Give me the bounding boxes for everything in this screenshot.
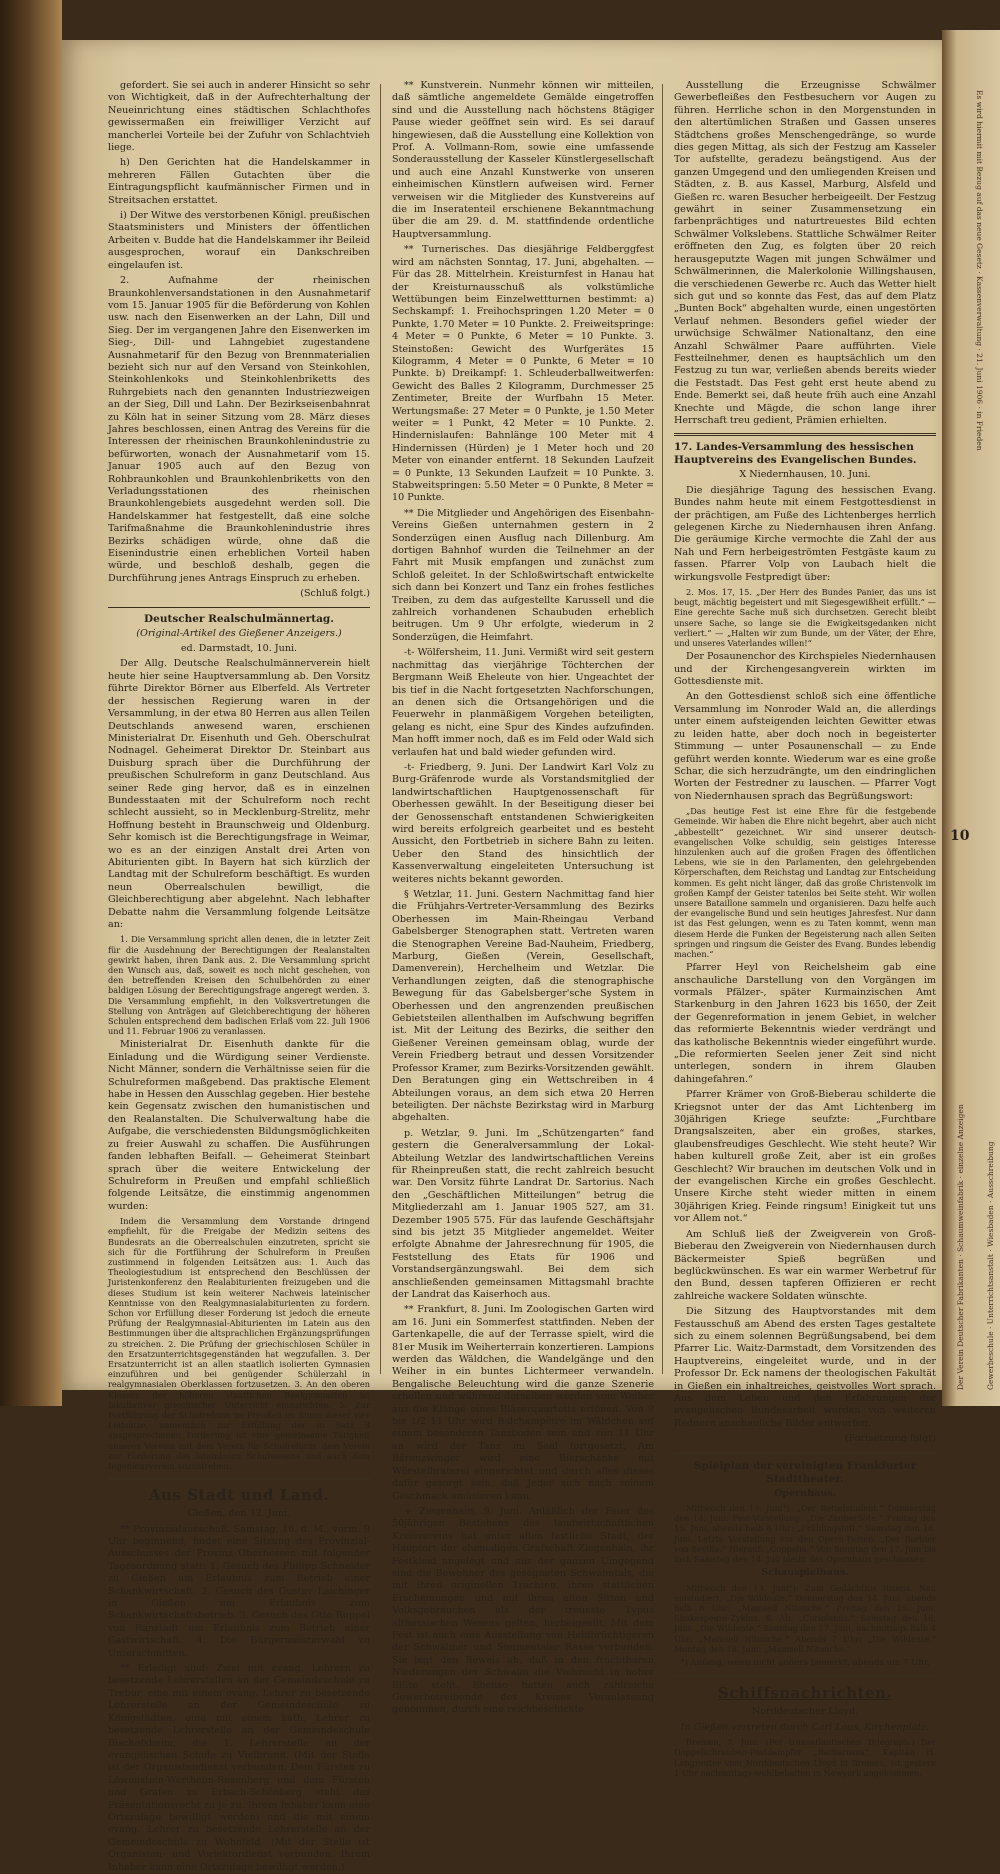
article-paragraph: An den Gottesdienst schloß sich eine öffentliche Versammlung im Nonroder Wald an, die allerdings unter einem aufsteigenden leichten Gewitter etwas zu leiden hatte, aber doch noch in begeisterter Stimmung — unter Posaunenschall — zu Ende geführt werden konnte. Wiederum war es eine große Schar, die sich herzudrängte, um den eindringlichen Worten der Festredner zu lauschen. — Pfarrer Vogt von Niedernhausen sprach das Begrüßungswort:: [674, 691, 936, 802]
article-paragraph: -t- Friedberg, 9. Juni. Der Landwirt Karl Volz zu Burg-Gräfenrode wurde als Vorstandsmitglied der landwirtschaftlichen Hauptgenossenschaft für Oberhessen gewählt. In der Beseitigung dieser bei der Genossenschaft entstandenen Schwierigkeiten wird bereits erfolgreich gearbeitet und es besteht Aussicht, den Fortbetrieb in sichere Bahn zu leiten. Ueber den Stand des hinsichtlich der Kassenverwaltung eingeleiteten Untersuchung ist weiteres nichts bekannt geworden.: [392, 761, 654, 885]
article-paragraph: ** Provinzialausschuß. Samstag, 16. d. M., vorm. 9 Uhr beginnend, findet eine Sitzung des Provinzial-Ausschusses der Provinz Oberhessen mit folgender Tagesordnung statt: 1. Gesuch des Philipp Schneider zu Gießen um Erlaubnis zum Betrieb einer Schankwirtschaft. 2. Gesuch des Gustav Laichinger in Gießen um Erlaubnis zum Schankwirtschaftsbetrieb. 3. Gesuch des Otto Ruppel von Ranstadt um Erlaubnis zum Betrieb einer Gastwirtschaft. 4. Die Bürgermeisterwahl zu Unterschmitten.: [108, 1523, 370, 1659]
subhead-lloyd: Norddeutscher Lloyd.: [751, 1706, 859, 1718]
continued-note: (Fortsetzung folgt): [844, 1433, 936, 1445]
column-rule: [380, 84, 381, 1374]
article-paragraph: Pfarrer Krämer von Groß-Bieberau schilderte die Kriegsnot unter der das Amt Lichtenberg im 30jährigen Kriege seufzte: „Furchtbare Drangsalszeiten, aber ein großes, starkes, glaubensfreudiges Geschlecht. Wie steht heute? Wir haben kulturell große Zeit, aber ist ein großes Geschlecht? Wir brauchen im deutschen Volk und in der evangelischen Kirche ein großes Geschlecht. Unsere Kirche steht wieder mitten in einem 30jährigen Krieg. Feinde ringsum! Einigkeit tut uns vor Allem not.“: [674, 1089, 936, 1225]
article-paragraph: Indem die Versammlung dem Vorstande dringend empfiehlt, für die Freigabe der Medizin seitens des Bundesrats an die Oberrealschulen einzutreten, spricht sie sich für die Fortführung der Schulreform in Preußen zustimmend in folgenden Leitsätzen aus: 1. Auch das Theologiestudium ist entsprechend den Beschlüssen der Juristenkonferenz den Realabiturienten freizugeben und die dieses Studium ist kein weiterer Nachweis lateinischer Kenntnisse von den Realgymnasialabiturienten zu fordern. Schon vor Erfüllung dieser Forderung ist jedoch die erneute Prüfung der Realgymnasial-Abiturienten im Latein aus den Bestimmungen über die altsprachlichen Ergänzungsprüfungen zu streichen. 2. Die Prüfung der griechischlosen Schüler in den Ersatzunterrichtsgegenständen hat wegzufallen. 3. Der Ersatzunterricht ist an allen staatlich isolierten Gymnasien einzuführen und bei genügender Schülerzahl in realgymnasialen Oberklassen fortzusetzen. 3. An den oberen Klassen der höheren staatlichen Realgymnasien ist fakultativer griechischer Unterricht einzurichten. 5. Zur Fortführung der Schulreform im Preußen im Sinne dieser vier Leitsätze, namentlich zur Erfüllung der in Satz 3 ausgesprochenen Forderung ist eine gemeinsame Tätigkeit unseres Vereins mit dem Verein für Schulreform, dem Verein zur Förderung des lateinlosen Schulwesens und auch dem Ingenieurverein anzustreben.: [108, 1216, 370, 1471]
divider: [108, 1477, 370, 1480]
article-paragraph: -t- Wölfersheim, 11. Juni. Vermißt wird seit gestern nachmittag das vierjährige Töchterchen der Bergmann Weiß Eheleute von hier. Ungeachtet der bis tief in die Nacht fortgesetzten Nachforschungen, an denen sich die Ortsangehörigen und die Feuerwehr in planmäßigem Vorgehen beteiligten, gelang es nicht, eine Spur des Kindes aufzufinden. Man hofft immer noch, daß es im Feld oder Wald sich verlaufen hat und bald wieder gefunden wird.: [392, 647, 654, 758]
subhead-opernhaus: Opernhaus.: [773, 1487, 837, 1499]
schedule-theatre: Mittwoch den 13. Juni*): Zum Gedächtnis Ibsens. Neu einstudiert: „Die Wildente.“ Donnerstag den 14. Juni, abends halb 8 Uhr: „Mamsell Nitouche.“ Freitag den 15. Juni: Shakespeare-Zyklus. 8. Ab. „Coriolanus.“ Samstag den 16. Juni: „Die Wildente.“ Sonntag den 17. Juni, nachmittags halb 4 Uhr: „Mamsell Nitouche.“ Abends 7 Uhr: „Die Wildente.“ Montag den 18. Juni: „Mamsell Nitouche.“: [674, 1582, 936, 1654]
article-paragraph: ** Frankfurt, 8. Juni. Im Zoologischen Garten wird am 16. Juni ein Sommerfest stattfinden. Neben der Gartenkapelle, die auf der Terrasse spielt, wird die 81er Musik im Weiherterrain konzertieren. Lampions werden das Wäldchen, die Wandelgänge und den Weiher in ein buntes Lichtermeer verwandeln. Bengalische Beleuchtung wird die ganze Szenerie erhellen und während derselben werden vom Weiher aus die Klänge eines Bläserquartetts ertönen. Von 9 bis 1/2 11 Uhr wird Balchampêtre im Wäldchen auf einem besonderen Tanzboden sein und von 11 Uhr an wird der Tanz im Saal fortgesetzt. Am Bärenzwinger wird eine Bierschänke mit Würstelbraterei eingerichtet und durch alles dieses dafür gesorgt sein, daß Jeder sich nach seinem Geschmack amüsieren kann.: [392, 1304, 654, 1502]
article-paragraph: Ausstellung die Erzeugnisse Schwälmer Gewerbefleißes den Festbesuchern vor Augen zu führen. Herrliche schon in den Morgenstunden in den altertümlichen Straßen und Gassen unseres Städtchens großes Menschengedränge, so wurde dies gegen Mittag, als sich der Festzug am Kasseler Tor aufstellte, geradezu beängstigend. Aus der ganzen Umgegend und den umliegenden Kreisen und Städten, z. B. aus Kassel, Marburg, Alsfeld und Gießen rc. waren Besucher herbeigeeilt. Der Festzug gewährt in seiner Zusammensetzung ein farbenprächtiges und naturtreuestes Bild echten Schwälmer Volkslebens. Stattliche Schwälmer Reiter eröffneten den Zug, es folgten über 20 reich herausgeputzte Wagen mit jungen Schwälmer und Schwälmerinnen, die Malerkolonie Willingshausen, die verschiedenen Gewerbe rc. Auch das Wetter hielt sich gut und so konnte das Fest, das auf dem Platz „Bunten Bock“ abgehalten wurde, einen ungestörten Verlauf nehmen. Besonders gefiel wieder der urwüchsige Schwälmer Nationaltanz, den eine Anzahl Schwälmer Paare aufführten. Viele Festteilnehmer, denen es hauptsächlich um den Festzug zu tun war, verließen abends bereits wieder die Feststadt. Das Fest geht erst heute abend zu Ende. Bemerkt sei, daß heute früh auch eine Anzahl Knechte und Mägde, die schon lange ihrer Herrschaft treu gedient, Prämien erhielten.: [674, 80, 936, 426]
dateline: ed. Darmstadt, 10. Juni.: [180, 643, 298, 655]
footnote: *) Anfang, wenn nicht anders bemerkt, abends um 7 Uhr.: [680, 1658, 930, 1669]
article-paragraph: gefordert. Sie sei auch in anderer Hinsicht so sehr von Wichtigkeit, daß in der Aufrechterhaltung der Neueinrichtung eines städtischen Schlachthofes gewissermaßen ein freiwilliger Verzicht auf mancherlei Vorteile bei der Zufuhr von Schlachtvieh liege.: [108, 80, 370, 154]
quotation: 2. Mos. 17, 15. „Der Herr des Bundes Panier, das uns ist beugt, mächtig begeistert und mit Siegesgewißheit erfüllt.“ — Eine gerechte Sache muß sich durchsetzen. Gerecht bleibt unsere Sache, so lange sie die Ewigkeitsgedanken nicht verliert.“ — „Halten wir zum Bunde, um der Väter, der Ehre, und unseres Vaterlandes willen!“: [674, 587, 936, 649]
book-binding: [0, 0, 62, 1406]
headline-landes-versammlung: 17. Landes-Versammlung des hessischen Hauptvereins des Evangelischen Bundes.: [674, 441, 917, 467]
article-paragraph: ** Turnerisches. Das diesjährige Feldberggfest wird am nächsten Sonntag, 17. Juni, abgehalten. — Für das 28. Mittelrhein. Kreisturnfest in Hanau hat der Kreisturnausschuß als volkstümliche Wettübungen beim Einzelwettturnen bestimmt: a) Sechskampf: 1. Freihochspringen 1.20 Meter = 0 Punkte, 1.70 Meter = 10 Punkte. 2. Freiweitspringe: 4 Meter = 0 Punkte, 6 Meter = 10 Punkte. 3. Steinstoßen: Gewicht des Wurfgerätes 15 Kilogramm, 4 Meter = 0 Punkte, 6 Meter = 10 Punkte. b) Dreikampf: 1. Schleuderballweitwerfen: Gewicht des Balles 2 Kilogramm, Durchmesser 25 Zentimeter, Breite der Wurfbahn 15 Meter. Wertungsmaße: 27 Meter = 0 Punkte, je 1.50 Meter weiter = 1 Punkt, 42 Meter = 10 Punkte. 2. Hindernislaufen: Bahnlänge 100 Meter mit 4 Hindernissen (Hürden) je 1 Meter hoch und 20 Meter von einander entfernt. 18 Sekunden Laufzeit = 0 Punkte, 13 Sekunden Laufzeit = 10 Punkte. 3. Stabweitspringen: 5.50 Meter = 0 Punkte, 8 Meter = 10 Punkte.: [392, 244, 654, 504]
article-paragraph: ** Kunstverein. Nunmehr können wir mitteilen, daß sämtliche angemeldete Gemälde eingetroffen sind und die Ausstellung nach höchstens 8tägiger Pause wieder geöffnet sein wird. Es sei darauf hingewiesen, daß die Ausstellung eine Kollektion von Prof. A. Vollmann-Rom, sowie eine umfassende Sonderausstellung der Kasseler Künstlergesellschaft und auch eine Anzahl Kunstwerke von unseren einheimischen Künstlern aufweisen wird. Ferner verweisen wir die Mitglieder des Kunstvereins auf die im Inseratenteil erschienene Bekanntmachung über die am 29. d. M. stattfindende ordentliche Hauptversammlung.: [392, 80, 654, 240]
divider: [674, 1452, 936, 1455]
article-source: (Original-Artikel des Gießener Anzeigers.): [136, 627, 342, 639]
column-middle: [392, 80, 654, 1716]
section-title-schiffsnachrichten: Schiffsnachrichten.: [717, 1684, 893, 1703]
article-paragraph: Am Schluß ließ der Zweigverein von Groß-Bieberau den Zweigverein von Niedernhausen durch Bäckermeister Spieß begrüßen und beglückwünschen. Es war ein warmer Werbetruf für den Bund, dessen tapferen Offizieren er recht zahlreiche wackere Soldaten wünschte.: [674, 1228, 936, 1302]
newspaper-page: [62, 40, 942, 1873]
article-paragraph: Der Posaunenchor des Kirchspieles Niedernhausen und der Kirchengesangverein wirkten im Gottesdienste mit.: [674, 651, 936, 688]
dateline: X Niedernhausen, 10. Juni.: [739, 469, 871, 481]
adjacent-page-text: Gewerbeschule · Unterrichtsanstalt · Wiesbaden · Ausschreibung: [986, 1141, 995, 1390]
article-paragraph: Bremen, 7. Juni. (Per transatlantischen Telegraph.) Der Doppelschrauben-Postdampfer „Barbarossa“, Kapitän H. Langreuter vom Norddeutschen Lloyd in Bremen, ist gestern 1 Uhr nachmittags wohlbehalten in Newyork angekommen.: [674, 1737, 936, 1778]
article-paragraph: Ministerialrat Dr. Eisenhuth dankte für die Einladung und die Würdigung seiner Verdienste. Nicht Männer, sondern die Verhältnisse seien für die Schulreformen maßgebend. Das praktische Element habe in Hessen den Ausschlag gegeben. Hier bestehe kein Gegensatz zwischen den humanistischen und den Realanstalten. Die Schulverwaltung habe die Aufgabe, die verschiedensten Bildungsmöglichkeiten zu freier Auswahl zu schaffen. Die Ausführungen fanden lebhaften Beifall. — Geheimerat Steinbart sprach über die weitere Entwickelung der Schulreform in Preußen und empfahl schließlich folgende Leitsätze, die einstimmig angenommen wurden:: [108, 1039, 371, 1212]
divider: [674, 1675, 936, 1678]
headline-realschul: Deutscher Realschulmännertag.: [144, 612, 334, 625]
quotation: „Das heutige Fest ist eine Ehre für die festgebende Gemeinde. Wir haben die Ehre nicht begehrt, aber auch nicht „abbestellt“ gezeichnet. Wir sind unserer deutsch-evangelischen Volke schuldig, sein geistiges Interesse hinzulenken auch auf die großen Fragen des öffentlichen Lebens, wie sie in den Parlamenten, den gelehrgebenden Körperschaften, dem Reichstag und Landtag zur Entscheidung kommen. Es geht nicht länger, daß das große Christenvolk im großen Kampf der Geister tatenlos bei Seite steht. Wir wollen unsere Bataillone sammeln und organisieren. Dazu helfe auch der evangelische Bund und sein heutiges Jahresfest. Nur dann ist das Fest gelungen, wenn es zu Taten kommt, wenn man diesem Herde die Funken der Begeisterung nach allen Seiten springen und ringsum die Geister des Evang. Bundes lebendig machen.“: [674, 806, 936, 959]
column-left: [108, 80, 371, 1873]
article-paragraph: Die Sitzung des Hauptvorstandes mit dem Festausschuß am Abend des ersten Tages gestaltete sich zu einem solennen Begrüßungsabend, bei dem Pfarrer Lic. Waitz-Darmstadt, dem Vorsitzenden des Hauptvereins, eingeleitet wurde, und in der Professor Dr. Eck namens der theologischen Fakultät in Gießen ein inhaltreiches, geistvolles Wort sprach. Aus dem Leben und den Erfahrungen der evangelischen Bundesarbeit wurden von weiteren Rednern anschauliche Bilder entworfen.: [674, 1306, 936, 1429]
dateline: Gießen, den 12. Juni.: [187, 1508, 291, 1520]
article-paragraph: ** Die Mitglieder und Angehörigen des Eisenbahn-Vereins Gießen unternahmen gestern in 2 Sonderzügen einen Ausflug nach Dillenburg. Am dortigen Bahnhof wurden die Teilnehmer an der Fahrt mit Musik empfangen und zunächst zum Schloß geleitet. In der Schloßwirtschaft entwickelte sich dann bei Konzert und Tanz ein frohes festliches Treiben, zu dem das aufgestellte Karussell und die zahlreich vorhandenen Schaubuden erheblich beitrugen. Um 9 Uhr erfolgte, wiederum in 2 Sonderzügen, die Heimfahrt.: [392, 507, 654, 643]
adjacent-page-text: Es wird hiermit mit Bezug auf das neue Gesetz · Kassenverwaltung · 21. Juni 1906 · in Frieden: [975, 90, 984, 451]
continued-note: (Schluß folgt.): [300, 588, 370, 600]
article-paragraph: § Wetzlar, 11. Juni. Gestern Nachmittag fand hier die Frühjahrs-Vertreter-Versammlung des Bezirks Oberhessen im Main-Rheingau Verband Gabelsberger Stenographen statt. Vertreten waren die Stenographen Vereine Bad-Nauheim, Friedberg, Marburg, Gießen (Verein, Gesellschaft, Damenverein), Herchelheim und Wetzlar. Die Verhandlungen zeigten, daß die stenographische Bewegung für das Gabelsberger'sche System in Oberhessen und den angrenzenden preußischen Gebietsteilen allenthalben im Aufschwung begriffen ist. Mit der Leitung des Bezirks, die seither den Gießener Vereinen gemeinsam oblag, wurde der Verein Friedberg betraut und dessen Vorsitzender Professor Kramer, zum Bezirks-Vorsitzenden gewählt. Den Beratungen ging ein Wettschreiben in 4 Abteilungen voraus, an dem sich etwa 20 Herren beteiligten. Der nächste Bezirkstag wird in Marburg abgehalten.: [392, 889, 654, 1124]
article-paragraph: 1. Die Versammlung spricht allen denen, die in letzter Zeit für die Ausdehnung der Berechtigungen der Realanstalten gewirkt haben, ihren Dank aus. 2. Die Versammlung spricht den Wunsch aus, daß, soweit es noch nicht geschehen, von den betreffenden Kreisen den Schulbehörden zu einer baldigen Lösung der Berechtigungsfrage angeregt werden. 3. Die Versammlung empfiehlt, in den Volksvertretungen die Stellung von Anträgen auf Gleichberechtigung der höheren Schulen entsprechend dem badischen Erlaß vom 22. Juli 1906 und 11. Februar 1906 zu veranlassen.: [108, 934, 370, 1037]
article-paragraph: p. Wetzlar, 9. Juni. Im „Schützengarten“ fand gestern die Generalversammlung der Lokal-Abteilung Wetzlar des landwirtschaftlichen Vereins für Rheinpreußen statt, die recht zahlreich besucht war. Den Vorsitz führte Landrat Dr. Sartorius. Nach den „Geschäftlichen Mitteilungen“ betrug die Mitgliederzahl am 1. Januar 1905 527, am 31. Dezember 1905 575. Für das laufende Geschäftsjahr sind bis jetzt 35 Mitglieder angemeldet. Weiter erfolgte Abnahme der Jahresrechnung für 1905, die Feststellung des Etats für 1906 und Vorstandsergänzungswahl. Bei dem sich anschließenden gemeinsamen Mittagsmahl brachte der Landrat das Kaiserhoch aus.: [392, 1127, 654, 1300]
divider: [108, 607, 370, 608]
column-right: [674, 80, 936, 1778]
page-number: 10: [950, 828, 970, 844]
article-paragraph: 2. Aufnahme der rheinischen Braunkohlenversandstationen in den Ausnahmetarif vom 15. Januar 1905 für die Beförderung von Kohlen usw. nach den Eisenwerken an der Lahn, Dill und Sieg. Der im vergangenen Jahre den Eisenwerken im Sieg-, Dill- und Lahngebiet zugestandene Ausnahmetarif für den Bezug von Brennmaterialien bezieht sich nur auf den Versand von Steinkohlen, Steinkohlenkoks und Steinkohlenbriketts des Ruhrgebiets nach den genannten Industriezweigen an der Sieg, Dill und Lahn. Der Bezirkseisenbahnrat zu Köln hat in seiner Sitzung vom 28. März dieses Jahres beschlossen, einen Antrag des Vereins für die Interessen der rheinischen Braunkohlenindustrie zu befürworten, wonach der Ausnahmetarif vom 15. Januar 1905 auch auf den Bezug von Rohbraunkohlen und Braunkohlenbriketts von den Verladungsstationen des rheinischen Braunkohlengebiets ausgedehnt werden soll. Die Handelskammer hat festgestellt, daß eine solche Tarifmaßnahme die Braunkohlenindustrie ihres Bezirks schädigen würde, ohne daß die Eisenindustrie einen erheblichen Vorteil haben würde, und beschloß deshalb, gegen die Durchführung jenes Antrags Einspruch zu erheben.: [108, 275, 370, 584]
divider: [674, 433, 936, 436]
article-paragraph: Der Allg. Deutsche Realschulmännerverein hielt heute hier seine Hauptversammlung ab. Den Vorsitz führte Direktor Börner aus Elberfeld. Als Vertreter der hessischen Regierung waren in der Versammlung, in der etwa 80 Herren aus allen Teilen Deutschlands anwesend waren, erschienen Ministerialrat Dr. Eisenhuth und Geh. Oberschulrat Nodnagel. Geheimerat Direktor Dr. Steinbart aus Duisburg sprach über die Durchführung der preußischen Schulreform in ganz Deutschland. Aus seiner Rede ging hervor, daß es in einzelnen Bundesstaaten mit der Schulreform noch recht schlecht aussieht, so in Mecklenburg-Strelitz, mehr Hoffnung besteht in Braunschweig und Oldenburg. Sehr komisch ist die Berechtigungsfrage in Weimar, wo es an der einzigen Anstalt drei Arten von Abiturienten gibt. In Bayern hat sich kürzlich der Landtag mit der Schulreform beschäftigt. Es wurden neun Oberrealschulen bewilligt, die Gleichberechtigung aber abgelehnt. Nach lebhafter Debatte nahm die Versammlung folgende Leitsätze an:: [108, 658, 370, 930]
article-paragraph: i) Der Witwe des verstorbenen Königl. preußischen Staatsministers und Ministers der öffentlichen Arbeiten v. Budde hat die Handelskammer ihr Beileid ausgesprochen, worauf ein Dankschreiben eingelaufen ist.: [108, 210, 370, 271]
article-paragraph: ** Erledigt sind: Zwei mit evang. Lehrern zu besetzende Lehrerstellen an der Gemeindeschule zu Trebur, eine mit einem evang. Lehrer zu besetzende Lehrerstelle an der Gemeindeschule zu Königstädten, eine mit einem kath. Lehrer zu besetzende Lehrerstelle an der Gemeindeschule Bischofsheim, die 1. Lehrerstelle an der evangelischen Schule zu Vielbrunn. (Mit der Stelle ist der Organistendienst verbunden. Dem Fürsten zu Löwenstein-Wertheim-Rosenberg und dem Fürsten und Grafen zu Erbach-Schönberg steht das Präsentationsrecht zu je zu. Ihrem Inhaber kann eine Ortszulage bewilligt werden) und die mit einem evang. Lehrer zu besetzende Lehrerstelle an der Gemeindeschule zu Wohnfeld. (Mit der Stelle ist Organisten- und Vorlektordienst verbunden. Ihrem Inhaber kann eine Ortszulage bewilligt werden.): [108, 1663, 370, 1873]
article-paragraph: Pfarrer Heyl von Reichelsheim gab eine anschauliche Darstellung von den Vorgängen im vormals Pfälzer-, später Kurmainzischen Amt Starkenburg in den Jahren 1623 bis 1650, der Zeit der Gegenreformation in jenem Gebiet, in welcher das reformierte Bekenntnis wieder verdrängt und das katholische Bekenntnis wieder eingeführt wurde. „Die reformierten Seelen jener Zeit sind nicht unterlegen, sondern in ihrem Glauben dahingefahren.“: [674, 962, 936, 1085]
column-rule: [662, 84, 663, 1374]
agent-note: In Gießen vertreten durch Carl Loos, Kirchenplatz.: [680, 1721, 930, 1733]
headline-spielplan: Spielplan der vereinigten Frankfurter Stadttheater.: [693, 1459, 917, 1485]
section-title-stadt-und-land: Aus Stadt und Land.: [148, 1486, 330, 1505]
schedule-opera: Mittwoch den 13. Juni*): „Der Bettelstudent.“ Donnerstag den 14. Juni: Fest-Vorstellung. „Die Zauberflöte.“ Freitag den 15. Juni, abends halb 8 Uhr: „Frühlingsluft.“ Samstag den 16. Juni: Letzte Vorstellung vor den Opern-Ferien. „Der Barbier von Sevilla.“ Hierauf: „Coppelia.“ Von Sonntag den 17. Juni bis incl. Samstag den 14. Juli bleibt das Opernhaus geschlossen.: [674, 1503, 936, 1565]
adjacent-page-edge: [942, 30, 1000, 1406]
article-paragraph: Die diesjährige Tagung des hessischen Evang. Bundes nahm heute mit einem Festgottesdienst in der prächtigen, am Fuße des Lichtenberges herrlich gelegenen Kirche zu Niedernhausen ihren Anfang. Die geräumige Kirche vermochte die Zahl der aus Nah und Fern herbeigeströmten Festgäste kaum zu fassen. Pfarrer Volp von Laubach hielt die wirkungsvolle Festpredigt über:: [674, 484, 936, 583]
article-paragraph: + Ziegenhain, 9. Juni. Anläßlich der Feier des 50jährigen Bestehens des landwirtschaftlichen Kreisvereins hat unter allen festliche Stadt, der Hauptort der ehemaligen Grafschaft Ziegenhain, ihr Festkleid angelegt und aus der ganzen Umgegend sind die Bewohner des gesegneten Schwalmtals, die mit ihren originellen Trachten, ihren stattlichen Erscheinungen und mit ihren alten Sitten und Volksgebräuchen als der treueste Typus althessischen Wesens gelten, herbeigeeilt. Mit dem Fest ist auch eine Ausstellung von Heidbrüchtigeren der Schwälmer und Simmentaler Rasse verbunden. Sie legt den Beweis ab, daß in den fruchtbaren Niederungen der Schwalm die Viehzucht in hoher Blüte steht. Ebenso hatten auch zahlreiche Gewerbetreibende des Kreises Veranlassung genommen, durch eine reichbeschickte: [392, 1505, 654, 1716]
subhead-schauspielhaus: Schauspielhaus.: [761, 1567, 849, 1579]
article-paragraph: h) Den Gerichten hat die Handelskammer in mehreren Fällen Gutachten über die Eintragungspflicht kaufmännischer Firmen und in Streitsachen erstattet.: [108, 157, 370, 206]
adjacent-page-text: Der Verein Deutscher Fabrikanten · Schaumweinfabrik · einzelne Anzeigen: [956, 1104, 965, 1390]
